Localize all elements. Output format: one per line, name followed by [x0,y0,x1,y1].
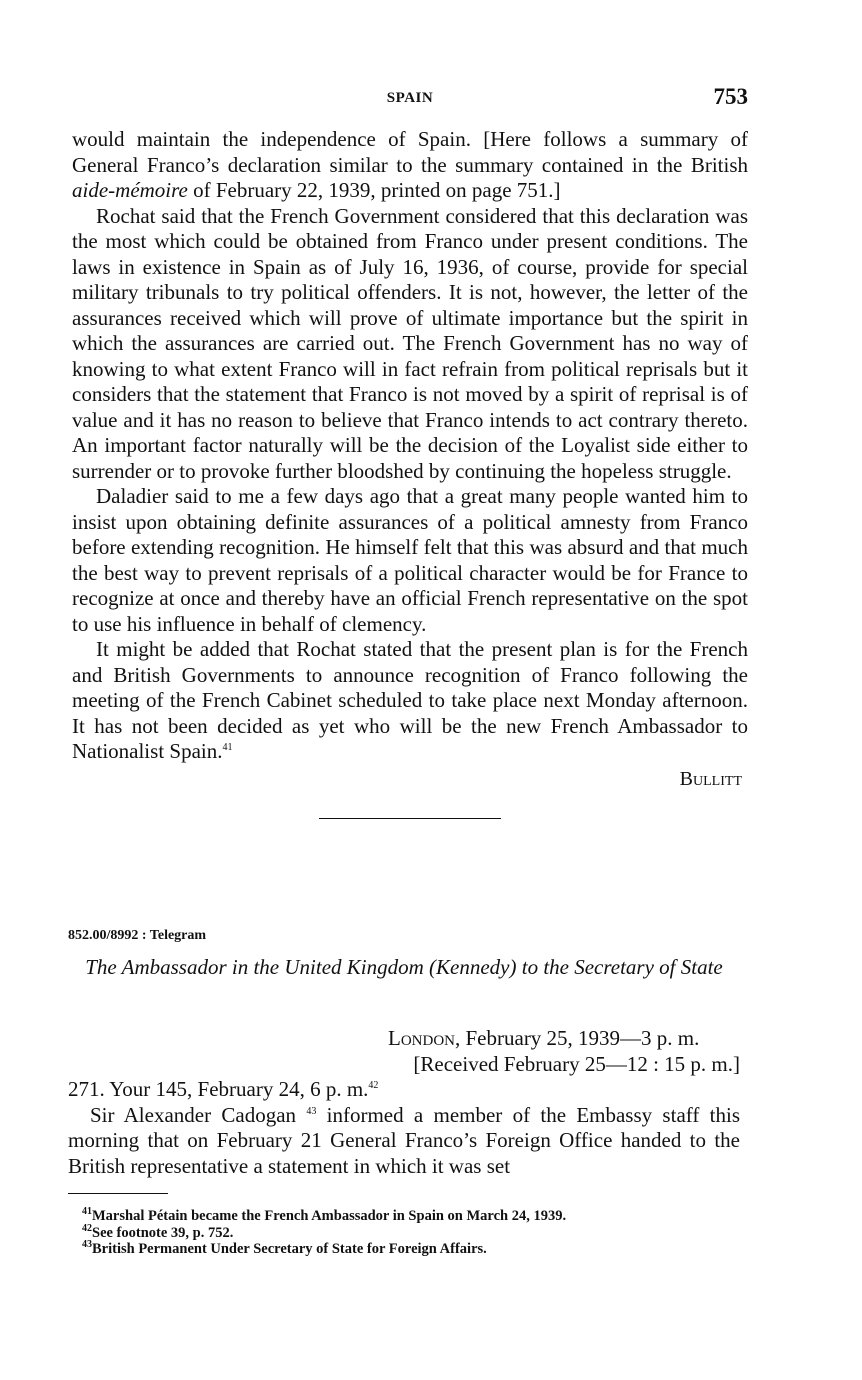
dateline-sent [370,1025,740,1051]
paragraph-2: Rochat said that the French Government considered that this declaration was the most which could be obtained from Franco under present conditions. The laws in existence in Spain as of July 16, 1936, of course, provide for special military tribunals to try political offenders. It is not, however, the letter of the assurances received which will prove of ultimate importance but the spirit in which the assurances are carried out. The French Government has no way of knowing to what extent Franco will in fact refrain from political reprisals but it considers that the statement that Franco is not moved by a spirit of reprisal is of value and it has no reason to believe that Franco intends to act contrary thereto. An important factor naturally will be the decision of the Loyalist side either to surrender or to provoke further bloodshed by continuing the hopeless struggle. [72,203,748,483]
paragraph-4 [72,637,748,765]
paragraph-1-text-a: would maintain the independence of Spain. [Here follows a summary of General Franco’s declaration similar to the summary contained in the British [72,127,748,177]
dateline-date: , February 25, 1939—3 p. m. [455,1026,700,1050]
footnote-number: 43 [82,1239,92,1251]
footnote-text: Marshal Pétain became the French Ambassador in Spain on March 24, 1939. [92,1208,567,1224]
telegram-body [68,1077,740,1179]
telegram-paragraph-1 [68,1077,740,1103]
footnote-text: See footnote 39, p. 752. [92,1224,234,1241]
paragraph-1-italic: aide-mémoire [72,178,188,202]
letter-body [72,127,748,843]
footnote-42 [82,1222,742,1242]
telegram-paragraph-2-text-a: Sir Alexander Cadogan [90,1102,307,1127]
dateline [370,1025,740,1077]
footnote-43 [82,1241,742,1258]
page-number: 753 [713,84,748,109]
dateline-received: [Received February 25—12 : 15 p. m.] [413,1052,740,1076]
signature: Bullitt [679,767,742,790]
footnotes [82,1208,742,1258]
footnote-ref-43: 43 [306,1105,317,1117]
paragraph-1-text-b: of February 22, 1939, printed on page 751.] [187,178,561,202]
footnote-number: 41 [82,1206,92,1218]
paragraph-3: Daladier said to me a few days ago that a great many people wanted him to insist upon obtaining definite assurances of a political amnesty from Franco before extending recognition. He himself felt that this was absurd and that much the best way to prevent reprisals of a political character would be for France to recognize at once and thereby have an official French representative on the spot to use his influence in behalf of clemency. [72,484,748,636]
paragraph-1 [72,127,748,204]
footnote-rule [68,1193,168,1194]
page-header [72,84,748,116]
footnote-number: 42 [82,1222,92,1234]
telegram-paragraph-2 [68,1103,740,1180]
document-title: The Ambassador in the United Kingdom (Kennedy) to the Secretary of State [85,955,723,979]
running-head: SPAIN [386,90,434,106]
footnote-ref-42: 42 [368,1080,379,1091]
footnote-41 [82,1208,742,1225]
paragraph-4-text: It might be added that Rochat stated that the present plan is for the French and British Governments to announce recognition of Franco following the meeting of the French Cabinet scheduled to take place next Monday afternoon. It has not been decided as yet who will be the new French Ambassador to Nationalist Spain. [72,637,748,763]
dateline-city: London [388,1026,455,1050]
document-id: 852.00/8992 : Telegram [68,928,207,943]
footnote-text: British Permanent Under Secretary of State for Foreign Affairs. [92,1241,487,1257]
footnote-ref-41: 41 [222,742,233,753]
telegram-paragraph-2-text-b: informed a member of the Embassy staff this morning that on February 21 General Franco’s Foreign Office handed to the British representative a statement in which it was set [68,1102,740,1178]
section-divider [319,818,501,819]
telegram-paragraph-1-text: 271. Your 145, February 24, 6 p. m. [68,1077,369,1101]
